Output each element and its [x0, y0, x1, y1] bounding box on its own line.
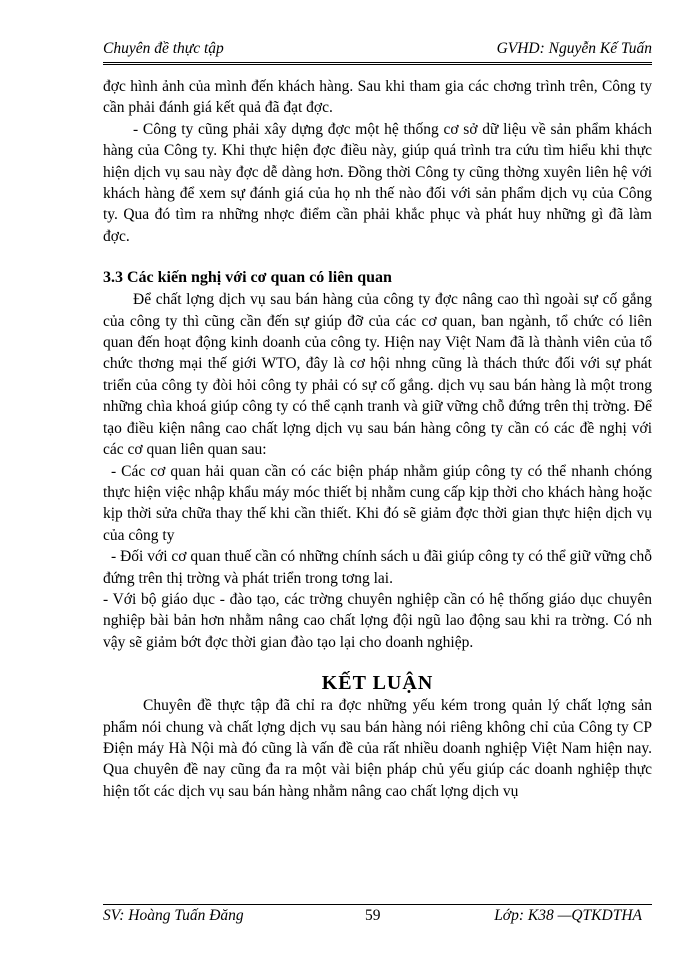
spacer	[103, 247, 652, 267]
paragraph-tax: - Đối với cơ quan thuế cần có những chính sách u đãi giúp công ty có thể giữ vững chỗ đứng trên thị trờng và phát triển trong tơng lai.	[103, 548, 652, 587]
footer-rule	[103, 904, 652, 905]
header-left-text: Chuyên đề thực tập	[103, 40, 224, 57]
header-rule	[103, 62, 652, 63]
header-rule-secondary	[103, 64, 652, 65]
paragraph-continued: đợc hình ảnh của mình đến khách hàng. Sau khi tham gia các chơng trình trên, Công ty cần phải đánh giá kết quả đã đạt đợc.	[103, 78, 652, 117]
header-right-text: GVHD: Nguyễn Kế Tuấn	[496, 40, 652, 57]
page-footer	[103, 907, 652, 927]
document-body	[103, 76, 652, 802]
section-heading: 3.3 Các kiến nghị với cơ quan có liên quan	[103, 269, 392, 287]
page-header	[103, 38, 652, 62]
page-number: 59	[365, 907, 381, 924]
paragraph-customs: - Các cơ quan hải quan cần có các biện pháp nhằm giúp công ty có thể nhanh chóng thực hiện việc nhập khẩu máy móc thiết bị nhằm cung cấp kịp thời cho khách hàng hoặc kịp thời sửa chữa thay thế khi cần thiết. Khi đó sẽ giảm đợc thời gian thực hiện dịch vụ của công ty	[103, 462, 652, 544]
footer-student-name: SV: Hoàng Tuấn Đăng	[103, 907, 244, 924]
paragraph-conclusion: Chuyên đề thực tập đã chỉ ra đợc những yếu kém trong quản lý chất lợng sản phẩm nói chung và chất lợng dịch vụ sau bán hàng nói riêng không chỉ của Công ty CP Điện máy Hà Nội mà đó cũng là vấn đề của rất nhiều doanh nghiệp Việt Nam hiện nay. Qua chuyên đề nay cũng đa ra một vài biện pháp chủ yếu giúp các doanh nghiệp thực hiện tốt các dịch vụ sau bán hàng nhằm nâng cao chất lợng dịch vụ	[103, 697, 652, 800]
paragraph-database: - Công ty cũng phải xây dựng đợc một hệ thống cơ sở dữ liệu về sản phẩm khách hàng của Công ty. Khi thực hiện đợc điều này, giúp quá trình tra cứu tìm hiểu khi thực hiện dịch vụ sau này đợc dễ dàng hơn. Đồng thời Công ty cũng thờng xuyên liên hệ với khách hàng để xem sự đánh giá của họ nh thế nào đối với sản phẩm dịch vụ của Công ty. Qua đó tìm ra những nhợc điểm cần phải khắc phục và phát huy những gì đã làm đợc.	[103, 120, 652, 245]
paragraph-recommendations-intro: Để chất lợng dịch vụ sau bán hàng của công ty đợc nâng cao thì ngoài sự cố gắng của công ty thì cũng cần đến sự giúp đỡ của các cơ quan, ban ngành, tổ chức có liên quan đến hoạt động kinh doanh của công ty. Hiện nay Việt Nam đã là thành viên của tổ chức thơng mại thế giới WTO, đây là cơ hội nhng cũng là thách thức đối với sự phát triển của công ty đòi hỏi công ty phải có sự cố gắng. dịch vụ sau bán hàng là một trong những chìa khoá giúp công ty có thể cạnh tranh và giữ vững chỗ đứng trên thị trờng. Để tạo điều kiện nâng cao chất lợng dịch vụ sau bán hàng công ty cần có các đề nghị với các cơ quan liên quan sau:	[103, 291, 652, 459]
paragraph-education: - Với bộ giáo dục - đào tạo, các trờng chuyên nghiệp cần có hệ thống giáo dục chuyên nghiệp bài bản hơn nhằm nâng cao chất lợng đội ngũ lao động sau khi ra trờng. Có nh vậy sẽ giảm bớt đợc thời gian đào tạo lại cho doanh nghiệp.	[103, 590, 652, 651]
conclusion-title: KẾT LUẬN	[321, 672, 434, 695]
footer-class: Lớp: K38 —QTKDTHA	[494, 907, 642, 924]
